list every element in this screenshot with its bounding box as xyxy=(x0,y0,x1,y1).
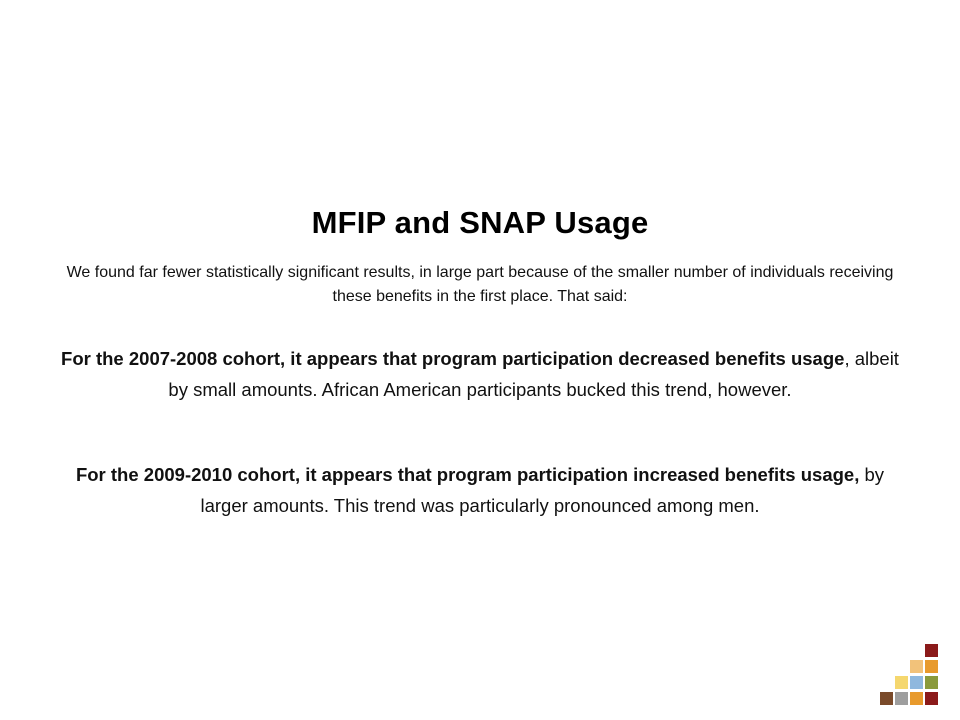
mosaic-squares-logo xyxy=(878,644,940,708)
logo-square xyxy=(895,692,908,705)
logo-square xyxy=(925,676,938,689)
finding-2007-2008-rest: , albeit by small amounts. African American participants bucked this trend, however. xyxy=(168,348,899,400)
intro-paragraph: We found far fewer statistically significant results, in large part because of the smaller number of individuals receiving these benefits in the first place. That said: xyxy=(66,264,894,305)
logo-square xyxy=(895,676,908,689)
finding-2007-2008-lead: For the 2007-2008 cohort, it appears that program participation decreased benefits usage xyxy=(61,348,845,369)
logo-square xyxy=(910,660,923,673)
logo-square xyxy=(925,660,938,673)
finding-2009-2010 xyxy=(50,459,910,521)
finding-2009-2010-lead: For the 2009-2010 cohort, it appears that program participation increased benefits usage, xyxy=(75,464,860,485)
logo-square xyxy=(925,644,938,657)
logo-square xyxy=(910,676,923,689)
finding-2007-2008 xyxy=(50,343,910,405)
slide-title: MFIP and SNAP Usage xyxy=(311,205,649,240)
logo-square xyxy=(925,692,938,705)
logo-square xyxy=(910,692,923,705)
logo-square xyxy=(880,692,893,705)
finding-2009-2010-rest: by larger amounts. This trend was particularly pronounced among men. xyxy=(200,464,885,516)
